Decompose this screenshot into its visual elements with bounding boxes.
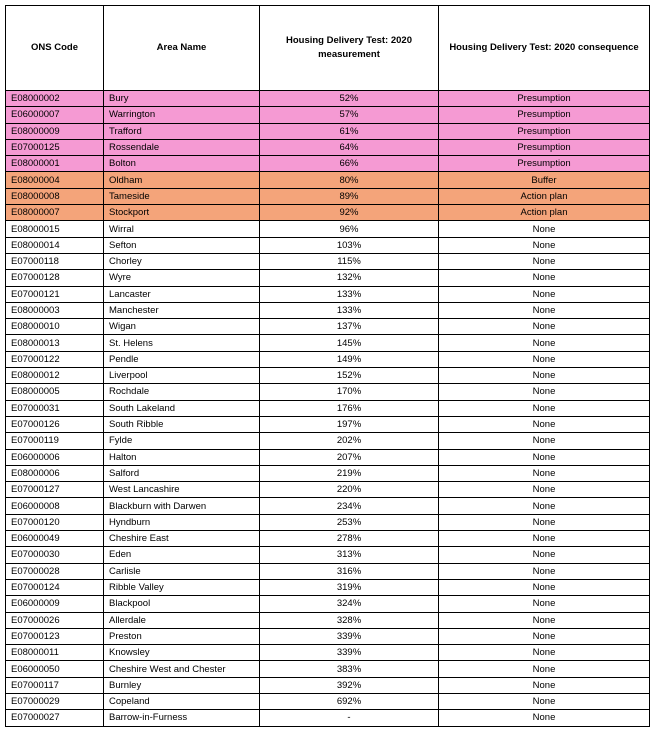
area-name-cell: Blackpool [104, 596, 260, 612]
area-name-cell: West Lancashire [104, 482, 260, 498]
consequence-cell: None [439, 270, 650, 286]
ons-code-cell: E07000117 [6, 677, 104, 693]
area-name-cell: Eden [104, 547, 260, 563]
area-name-cell: Burnley [104, 677, 260, 693]
ons-code-cell: E08000004 [6, 172, 104, 188]
ons-code-cell: E06000007 [6, 107, 104, 123]
table-body [6, 91, 650, 727]
ons-code-cell: E07000029 [6, 693, 104, 709]
area-name-cell: Oldham [104, 172, 260, 188]
consequence-cell: None [439, 579, 650, 595]
area-name-cell: Wyre [104, 270, 260, 286]
header-ons-code: ONS Code [6, 6, 104, 91]
table-row [6, 498, 650, 514]
measurement-cell: 176% [260, 400, 439, 416]
area-name-cell: Rochdale [104, 384, 260, 400]
measurement-cell: 64% [260, 139, 439, 155]
measurement-cell: 202% [260, 433, 439, 449]
consequence-cell: None [439, 498, 650, 514]
ons-code-cell: E07000030 [6, 547, 104, 563]
area-name-cell: Tameside [104, 188, 260, 204]
table-row [6, 596, 650, 612]
measurement-cell: 96% [260, 221, 439, 237]
consequence-cell: None [439, 710, 650, 726]
consequence-cell: None [439, 335, 650, 351]
header-area-name: Area Name [104, 6, 260, 91]
ons-code-cell: E07000121 [6, 286, 104, 302]
table-row [6, 400, 650, 416]
measurement-cell: 392% [260, 677, 439, 693]
consequence-cell: None [439, 221, 650, 237]
measurement-cell: 339% [260, 645, 439, 661]
ons-code-cell: E06000008 [6, 498, 104, 514]
ons-code-cell: E07000027 [6, 710, 104, 726]
measurement-cell: 149% [260, 351, 439, 367]
consequence-cell: None [439, 514, 650, 530]
area-name-cell: Allerdale [104, 612, 260, 628]
housing-delivery-table [5, 5, 650, 727]
table-row [6, 612, 650, 628]
area-name-cell: Preston [104, 628, 260, 644]
table-row [6, 482, 650, 498]
ons-code-cell: E08000010 [6, 319, 104, 335]
measurement-cell: 207% [260, 449, 439, 465]
table-header [6, 6, 650, 91]
measurement-cell: 89% [260, 188, 439, 204]
measurement-cell: 137% [260, 319, 439, 335]
table-row [6, 270, 650, 286]
measurement-cell: 132% [260, 270, 439, 286]
ons-code-cell: E08000008 [6, 188, 104, 204]
consequence-cell: None [439, 693, 650, 709]
consequence-cell: None [439, 302, 650, 318]
area-name-cell: Lancaster [104, 286, 260, 302]
area-name-cell: Stockport [104, 205, 260, 221]
table-row [6, 661, 650, 677]
ons-code-cell: E07000119 [6, 433, 104, 449]
table-row [6, 139, 650, 155]
measurement-cell: 115% [260, 253, 439, 269]
measurement-cell: 170% [260, 384, 439, 400]
consequence-cell: None [439, 237, 650, 253]
area-name-cell: Ribble Valley [104, 579, 260, 595]
consequence-cell: None [439, 253, 650, 269]
table-row [6, 205, 650, 221]
measurement-cell: 52% [260, 91, 439, 107]
consequence-cell: Presumption [439, 123, 650, 139]
table-row [6, 449, 650, 465]
ons-code-cell: E07000120 [6, 514, 104, 530]
consequence-cell: Buffer [439, 172, 650, 188]
measurement-cell: 197% [260, 416, 439, 432]
ons-code-cell: E07000127 [6, 482, 104, 498]
header-row [6, 6, 650, 91]
table-row [6, 416, 650, 432]
area-name-cell: Copeland [104, 693, 260, 709]
consequence-cell: None [439, 645, 650, 661]
ons-code-cell: E08000005 [6, 384, 104, 400]
consequence-cell: None [439, 482, 650, 498]
consequence-cell: None [439, 400, 650, 416]
consequence-cell: None [439, 368, 650, 384]
ons-code-cell: E06000009 [6, 596, 104, 612]
area-name-cell: Bolton [104, 156, 260, 172]
table-row [6, 465, 650, 481]
measurement-cell: 253% [260, 514, 439, 530]
table-row [6, 531, 650, 547]
area-name-cell: South Lakeland [104, 400, 260, 416]
area-name-cell: Fylde [104, 433, 260, 449]
consequence-cell: None [439, 563, 650, 579]
measurement-cell: 339% [260, 628, 439, 644]
table-row [6, 677, 650, 693]
area-name-cell: Cheshire West and Chester [104, 661, 260, 677]
area-name-cell: Hyndburn [104, 514, 260, 530]
ons-code-cell: E08000013 [6, 335, 104, 351]
measurement-cell: 220% [260, 482, 439, 498]
table-row [6, 628, 650, 644]
header-consequence: Housing Delivery Test: 2020 consequence [439, 6, 650, 91]
consequence-cell: None [439, 596, 650, 612]
measurement-cell: 66% [260, 156, 439, 172]
area-name-cell: Salford [104, 465, 260, 481]
area-name-cell: Bury [104, 91, 260, 107]
table-row [6, 579, 650, 595]
area-name-cell: Manchester [104, 302, 260, 318]
area-name-cell: Pendle [104, 351, 260, 367]
area-name-cell: Blackburn with Darwen [104, 498, 260, 514]
ons-code-cell: E08000003 [6, 302, 104, 318]
ons-code-cell: E08000001 [6, 156, 104, 172]
table-row [6, 335, 650, 351]
consequence-cell: None [439, 384, 650, 400]
table-row [6, 319, 650, 335]
table-row [6, 91, 650, 107]
measurement-cell: 316% [260, 563, 439, 579]
ons-code-cell: E07000126 [6, 416, 104, 432]
consequence-cell: None [439, 433, 650, 449]
ons-code-cell: E07000028 [6, 563, 104, 579]
table-row [6, 237, 650, 253]
table-row [6, 433, 650, 449]
consequence-cell: Presumption [439, 91, 650, 107]
consequence-cell: Presumption [439, 156, 650, 172]
measurement-cell: 57% [260, 107, 439, 123]
table-row [6, 302, 650, 318]
measurement-cell: 103% [260, 237, 439, 253]
table-row [6, 188, 650, 204]
measurement-cell: 328% [260, 612, 439, 628]
measurement-cell: 61% [260, 123, 439, 139]
ons-code-cell: E06000049 [6, 531, 104, 547]
consequence-cell: None [439, 319, 650, 335]
area-name-cell: Warrington [104, 107, 260, 123]
header-measurement: Housing Delivery Test: 2020 measurement [260, 6, 439, 91]
ons-code-cell: E07000118 [6, 253, 104, 269]
measurement-cell: 319% [260, 579, 439, 595]
table-row [6, 514, 650, 530]
consequence-cell: None [439, 351, 650, 367]
area-name-cell: Wigan [104, 319, 260, 335]
table-row [6, 693, 650, 709]
consequence-cell: Action plan [439, 205, 650, 221]
area-name-cell: Trafford [104, 123, 260, 139]
measurement-cell: 80% [260, 172, 439, 188]
ons-code-cell: E07000125 [6, 139, 104, 155]
table-row [6, 368, 650, 384]
area-name-cell: Rossendale [104, 139, 260, 155]
area-name-cell: Liverpool [104, 368, 260, 384]
measurement-cell: 133% [260, 286, 439, 302]
consequence-cell: None [439, 612, 650, 628]
ons-code-cell: E08000012 [6, 368, 104, 384]
table-row [6, 253, 650, 269]
consequence-cell: None [439, 661, 650, 677]
area-name-cell: Wirral [104, 221, 260, 237]
measurement-cell: 92% [260, 205, 439, 221]
measurement-cell: 145% [260, 335, 439, 351]
measurement-cell: 313% [260, 547, 439, 563]
area-name-cell: Cheshire East [104, 531, 260, 547]
ons-code-cell: E08000015 [6, 221, 104, 237]
table-row [6, 547, 650, 563]
consequence-cell: None [439, 628, 650, 644]
table-row [6, 563, 650, 579]
ons-code-cell: E07000123 [6, 628, 104, 644]
table-row [6, 710, 650, 726]
ons-code-cell: E07000026 [6, 612, 104, 628]
area-name-cell: Chorley [104, 253, 260, 269]
ons-code-cell: E07000122 [6, 351, 104, 367]
consequence-cell: None [439, 286, 650, 302]
consequence-cell: None [439, 465, 650, 481]
measurement-cell: 278% [260, 531, 439, 547]
area-name-cell: Carlisle [104, 563, 260, 579]
measurement-cell: - [260, 710, 439, 726]
measurement-cell: 152% [260, 368, 439, 384]
measurement-cell: 234% [260, 498, 439, 514]
ons-code-cell: E07000128 [6, 270, 104, 286]
area-name-cell: Barrow-in-Furness [104, 710, 260, 726]
ons-code-cell: E08000006 [6, 465, 104, 481]
table-row [6, 221, 650, 237]
ons-code-cell: E07000031 [6, 400, 104, 416]
ons-code-cell: E07000124 [6, 579, 104, 595]
consequence-cell: Presumption [439, 107, 650, 123]
table-row [6, 645, 650, 661]
consequence-cell: Action plan [439, 188, 650, 204]
ons-code-cell: E06000006 [6, 449, 104, 465]
area-name-cell: St. Helens [104, 335, 260, 351]
ons-code-cell: E08000014 [6, 237, 104, 253]
table-row [6, 286, 650, 302]
measurement-cell: 324% [260, 596, 439, 612]
ons-code-cell: E08000009 [6, 123, 104, 139]
consequence-cell: None [439, 531, 650, 547]
consequence-cell: None [439, 677, 650, 693]
measurement-cell: 692% [260, 693, 439, 709]
consequence-cell: None [439, 449, 650, 465]
table-row [6, 123, 650, 139]
table-row [6, 351, 650, 367]
area-name-cell: Sefton [104, 237, 260, 253]
measurement-cell: 133% [260, 302, 439, 318]
ons-code-cell: E06000050 [6, 661, 104, 677]
ons-code-cell: E08000007 [6, 205, 104, 221]
area-name-cell: South Ribble [104, 416, 260, 432]
table-row [6, 156, 650, 172]
measurement-cell: 383% [260, 661, 439, 677]
ons-code-cell: E08000002 [6, 91, 104, 107]
ons-code-cell: E08000011 [6, 645, 104, 661]
consequence-cell: None [439, 416, 650, 432]
measurement-cell: 219% [260, 465, 439, 481]
table-row [6, 384, 650, 400]
area-name-cell: Halton [104, 449, 260, 465]
table-row [6, 107, 650, 123]
consequence-cell: Presumption [439, 139, 650, 155]
table-row [6, 172, 650, 188]
area-name-cell: Knowsley [104, 645, 260, 661]
consequence-cell: None [439, 547, 650, 563]
